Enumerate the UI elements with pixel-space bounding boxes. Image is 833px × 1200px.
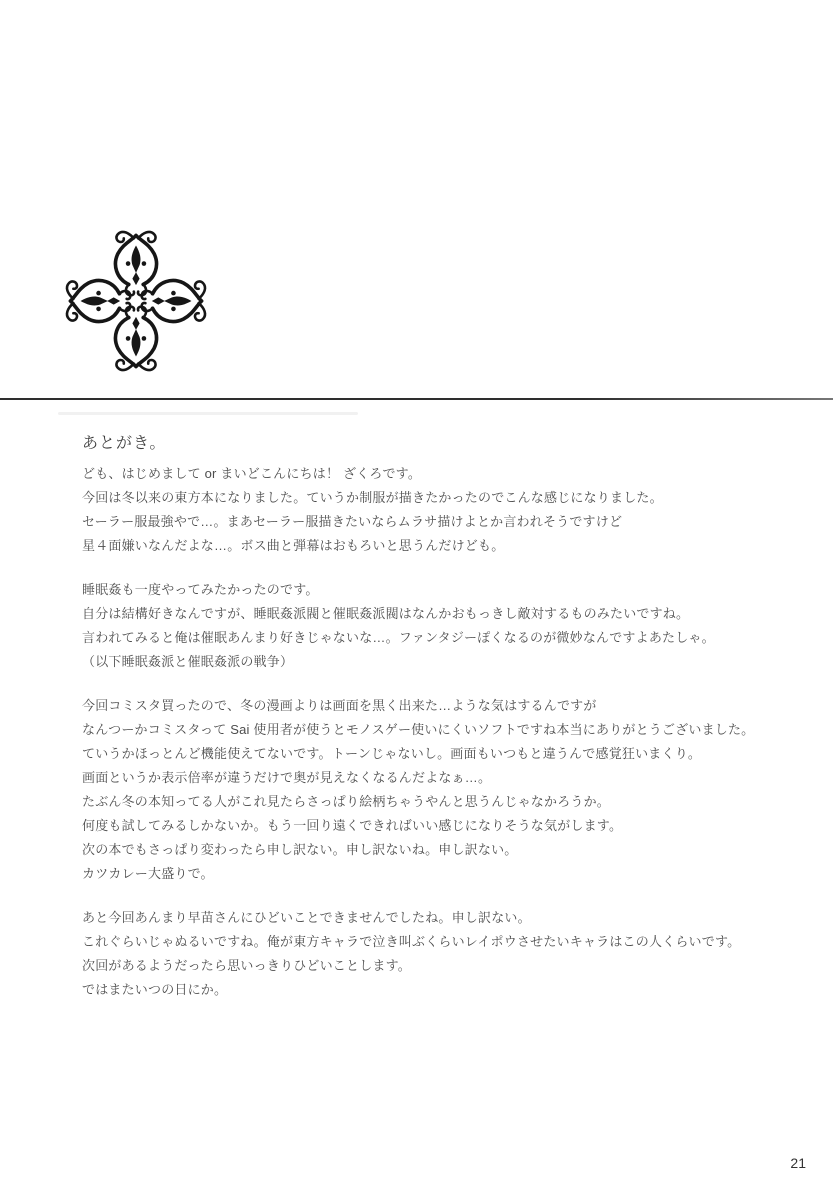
text-line: 星４面嫌いなんだよな…。ボス曲と弾幕はおもろいと思うんだけども。 [82,538,505,553]
text-line: なんつーかコミスタって Sai 使用者が使うとモノスゲー使いにくいソフトですね本当にありがとうございました。 [82,722,755,737]
afterword-paragraph-4 [82,906,782,1002]
text-line: ていうかほっとんど機能使えてないです。トーンじゃないし。画面もいつもと違うんで感覚狂いまくり。 [82,746,702,761]
text-line: 言われてみると俺は催眠あんまり好きじゃないな…。ファンタジーぽくなるのが微妙なんですよあたしゃ。 [82,630,715,645]
text-line: 自分は結構好きなんですが、睡眠姦派閥と催眠姦派閥はなんかおもっきし敵対するものみたいですね。 [82,606,690,621]
text-line: 何度も試してみるしかないか。もう一回り遠くできればいい感じになりそうな気がします。 [82,818,623,833]
text-line: （以下睡眠姦派と催眠姦派の戦争） [82,654,294,669]
text-line: 次回があるようだったら思いっきりひどいことします。 [82,958,411,973]
text-line: あと今回あんまり早苗さんにひどいことできませんでしたね。申し訳ない。 [82,910,531,925]
horizontal-rule [0,398,833,400]
text-line: 今回コミスタ買ったので、冬の漫画よりは画面を黒く出来た…ような気はするんですが [82,698,597,713]
text-line: セーラー服最強やで…。まあセーラー服描きたいならムラサ描けよとか言われそうですけど [82,514,623,529]
text-line: これぐらいじゃぬるいですね。俺が東方キャラで泣き叫ぶくらいレイポウさせたいキャラはこの人くらいです。 [82,934,741,949]
text-line: 今回は冬以来の東方本になりました。ていうか制服が描きたかったのでこんな感じになりました。 [82,490,663,505]
scan-smudge [58,412,358,415]
text-line: ども、はじめまして or まいどこんにちは！ ざくろです。 [82,466,422,481]
afterword-paragraph-2 [82,578,782,674]
text-line: 画面というか表示倍率が違うだけで奥が見えなくなるんだよなぁ…。 [82,770,492,785]
text-line: たぶん冬の本知ってる人がこれ見たらさっぱり絵柄ちゃうやんと思うんじゃなかろうか。 [82,794,611,809]
text-line: 睡眠姦も一度やってみたかったのです。 [82,582,319,597]
text-line: 次の本でもさっぱり変わったら申し訳ない。申し訳ないね。申し訳ない。 [82,842,518,857]
afterword-title: あとがき。 [82,435,167,452]
floral-cross-ornament [64,219,208,383]
page-number: 21 [790,1155,806,1171]
afterword-paragraph-1 [82,462,782,558]
afterword-paragraph-3 [82,694,782,886]
text-line: カツカレー大盛りで。 [82,866,214,881]
afterword-content [82,433,782,1022]
text-line: ではまたいつの日にか。 [82,982,228,997]
